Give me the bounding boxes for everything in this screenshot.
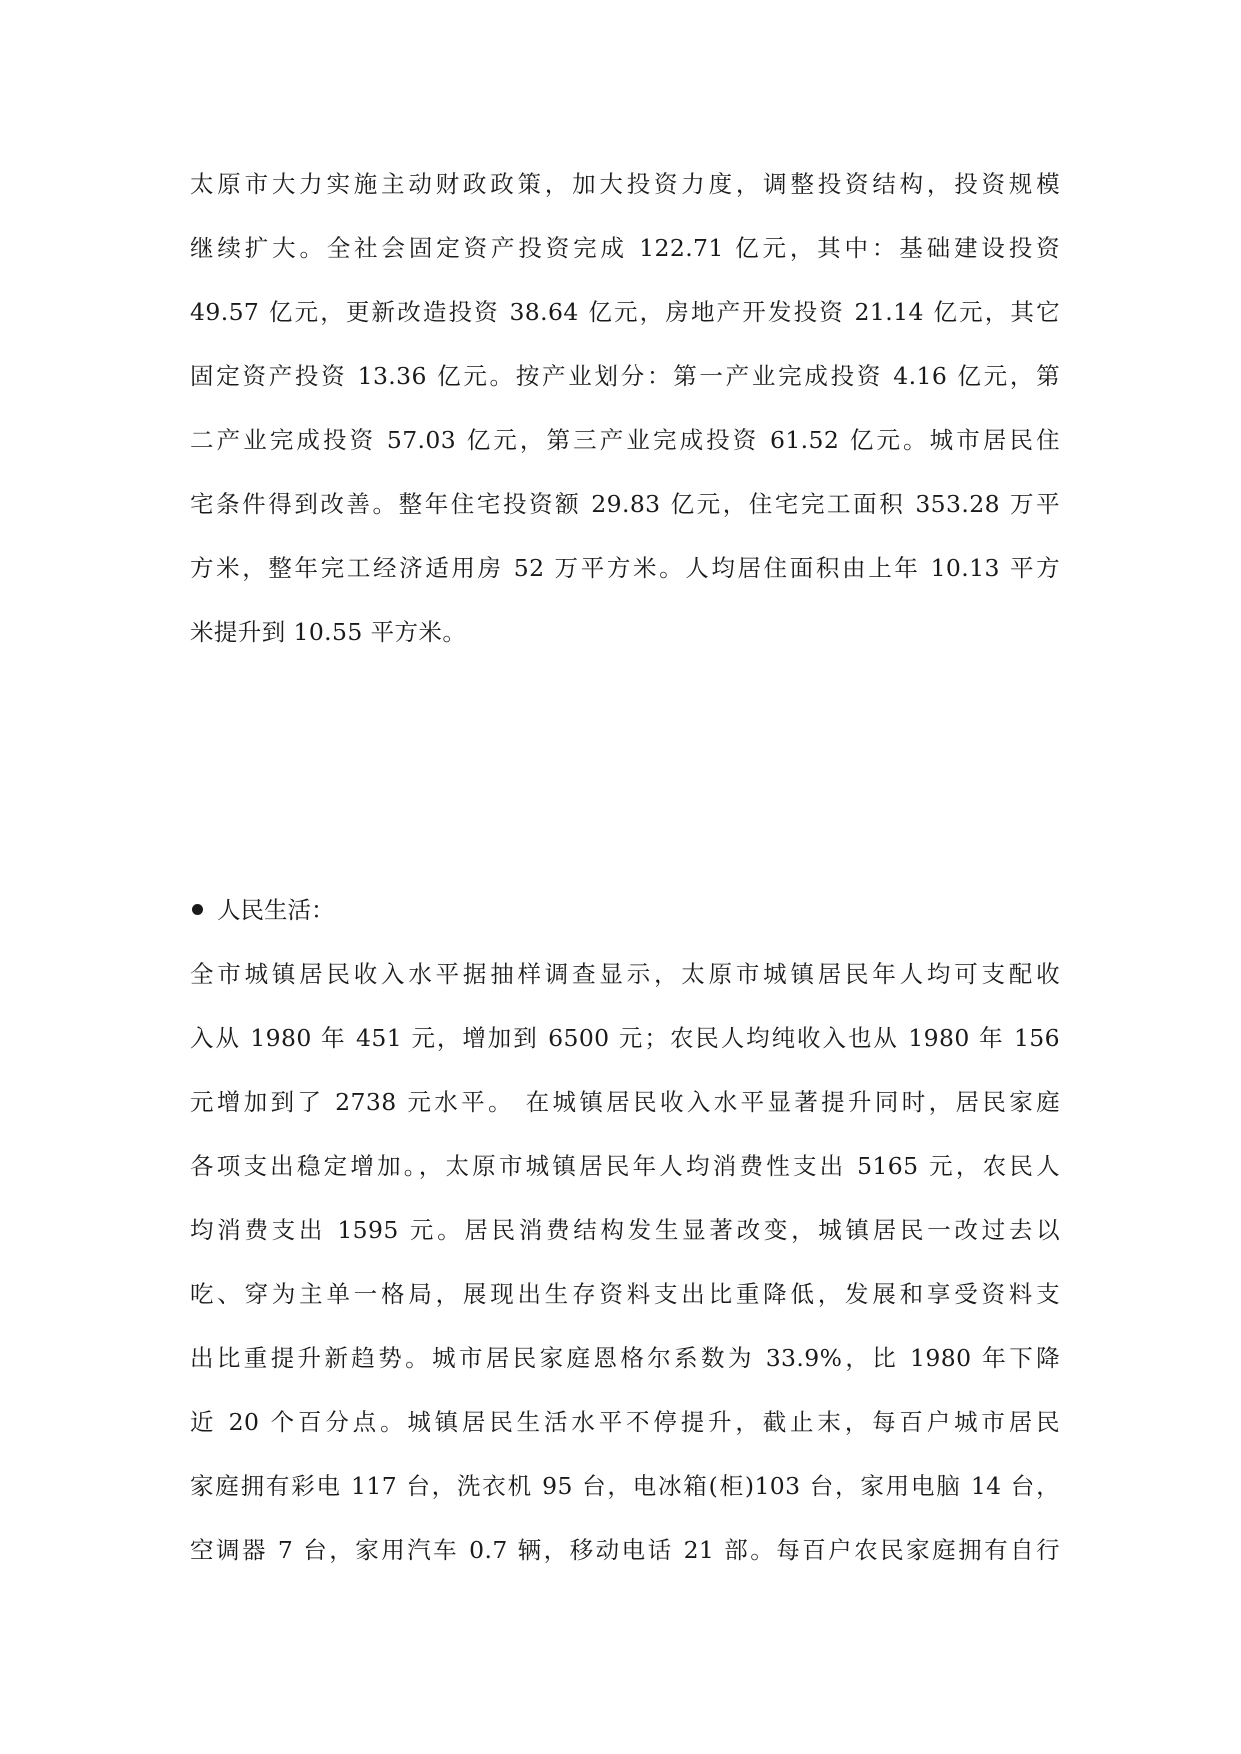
- paragraph-line: 49.57 亿元，更新改造投资 38.64 亿元，房地产开发投资 21.14 亿元，其它: [190, 298, 1060, 326]
- bullet-icon: [192, 904, 203, 915]
- paragraph-line: 米提升到 10.55 平方米。: [190, 618, 467, 646]
- paragraph-line: 方米，整年完工经济适用房 52 万平方米。人均居住面积由上年 10.13 平方: [190, 554, 1060, 582]
- paragraph-line: 继续扩大。全社会固定资产投资完成 122.71 亿元，其中：基础建设投资: [190, 234, 1060, 262]
- section-heading-people-life: [190, 878, 335, 942]
- paragraph-line: 固定资产投资 13.36 亿元。按产业划分：第一产业完成投资 4.16 亿元，第: [190, 362, 1060, 390]
- paragraph-line: 宅条件得到改善。整年住宅投资额 29.83 亿元，住宅完工面积 353.28 万平: [190, 490, 1060, 518]
- paragraph-investment: [190, 152, 1060, 664]
- paragraph-line: 元增加到了 2738 元水平。 在城镇居民收入水平显著提升同时，居民家庭: [190, 1088, 1060, 1116]
- paragraph-line: 太原市大力实施主动财政政策，加大投资力度，调整投资结构，投资规模: [190, 170, 1060, 198]
- paragraph-people-life: [190, 942, 1060, 1582]
- paragraph-line: 家庭拥有彩电 117 台，洗衣机 95 台，电冰箱(柜)103 台，家用电脑 14 台，: [190, 1472, 1060, 1500]
- paragraph-line: 空调器 7 台，家用汽车 0.7 辆，移动电话 21 部。每百户农民家庭拥有自行: [190, 1536, 1060, 1564]
- paragraph-line: 出比重提升新趋势。城市居民家庭恩格尔系数为 33.9%，比 1980 年下降: [190, 1344, 1060, 1372]
- paragraph-line: 均消费支出 1595 元。居民消费结构发生显著改变，城镇居民一改过去以: [190, 1216, 1060, 1244]
- paragraph-line: 各项支出稳定增加。，太原市城镇居民年人均消费性支出 5165 元，农民人: [190, 1152, 1060, 1180]
- paragraph-line: 全市城镇居民收入水平据抽样调查显示，太原市城镇居民年人均可支配收: [190, 960, 1060, 988]
- paragraph-line: 近 20 个百分点。城镇居民生活水平不停提升，截止末，每百户城市居民: [190, 1408, 1060, 1436]
- paragraph-line: 吃、穿为主单一格局，展现出生存资料支出比重降低，发展和享受资料支: [190, 1280, 1060, 1308]
- paragraph-line: 入从 1980 年 451 元，增加到 6500 元；农民人均纯收入也从 1980 年 156: [190, 1024, 1060, 1052]
- paragraph-line: 二产业完成投资 57.03 亿元，第三产业完成投资 61.52 亿元。城市居民住: [190, 426, 1060, 454]
- section-heading-text: 人民生活：: [217, 896, 335, 924]
